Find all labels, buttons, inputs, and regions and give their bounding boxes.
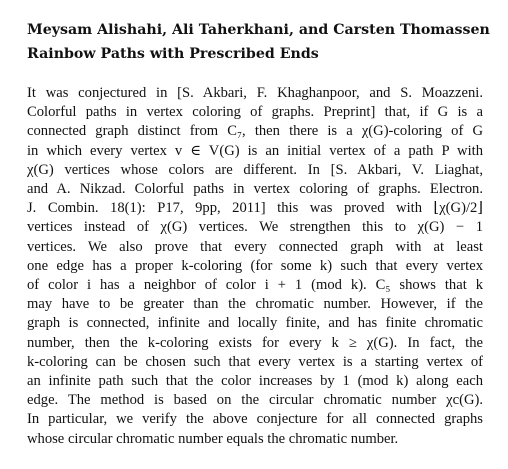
paper-title: Rainbow Paths with Prescribed Ends	[27, 46, 319, 62]
abstract-line: whose circular chromatic number equals the chromatic number.	[27, 430, 399, 447]
abstract-line: χ(G) vertices whose colors are different. In [S. Akbari, V. Liaghat,	[27, 161, 483, 178]
abstract-line: Colorful paths in vertex coloring of graphs. Preprint] that, if G is a	[27, 104, 483, 121]
abstract-line: may have to be greater than the chromatic number. However, if the	[27, 296, 483, 313]
abstract-line: one edge has a proper k-coloring (for some k) such that every vertex	[27, 257, 483, 274]
abstract-line: number, then the k-coloring exists for every k ≥ χ(G). In fact, the	[27, 334, 483, 351]
abstract-line: and A. Nikzad. Colorful paths in vertex coloring of graphs. Electron.	[27, 181, 483, 198]
author-list: Meysam Alishahi, Ali Taherkhani, and Carsten Thomassen	[27, 22, 490, 38]
abstract-line: J. Combin. 18(1): P17, 9pp, 2011] this was proved with ⌊χ(G)/2⌋	[27, 200, 483, 217]
abstract-line: vertices. We also prove that every connected graph with at least	[27, 238, 483, 255]
abstract-line: It was conjectured in [S. Akbari, F. Khaghanpoor, and S. Moazzeni.	[27, 85, 483, 101]
abstract-line: k-coloring can be chosen such that every vertex is a starting vertex of	[27, 353, 483, 370]
abstract-line: of color i has a neighbor of color i + 1 (mod k). C₅ shows that k	[27, 277, 483, 294]
abstract-line: edge. The method is based on the circular chromatic number χc(G).	[27, 392, 483, 409]
abstract-line: vertices instead of χ(G) vertices. We strengthen this to χ(G) − 1	[27, 219, 483, 236]
abstract-line: in which every vertex v ∈ V(G) is an initial vertex of a path P with	[27, 142, 483, 159]
abstract-line: an infinite path such that the color increases by 1 (mod k) along each	[27, 373, 483, 390]
abstract-line: graph is connected, infinite and locally finite, and has finite chromatic	[27, 315, 483, 332]
abstract	[27, 84, 483, 449]
abstract-line: In particular, we verify the above conjecture for all connected graphs	[27, 411, 483, 428]
paper-page	[27, 20, 490, 449]
abstract-line: connected graph distinct from C₇, then there is a χ(G)-coloring of G	[27, 123, 483, 140]
